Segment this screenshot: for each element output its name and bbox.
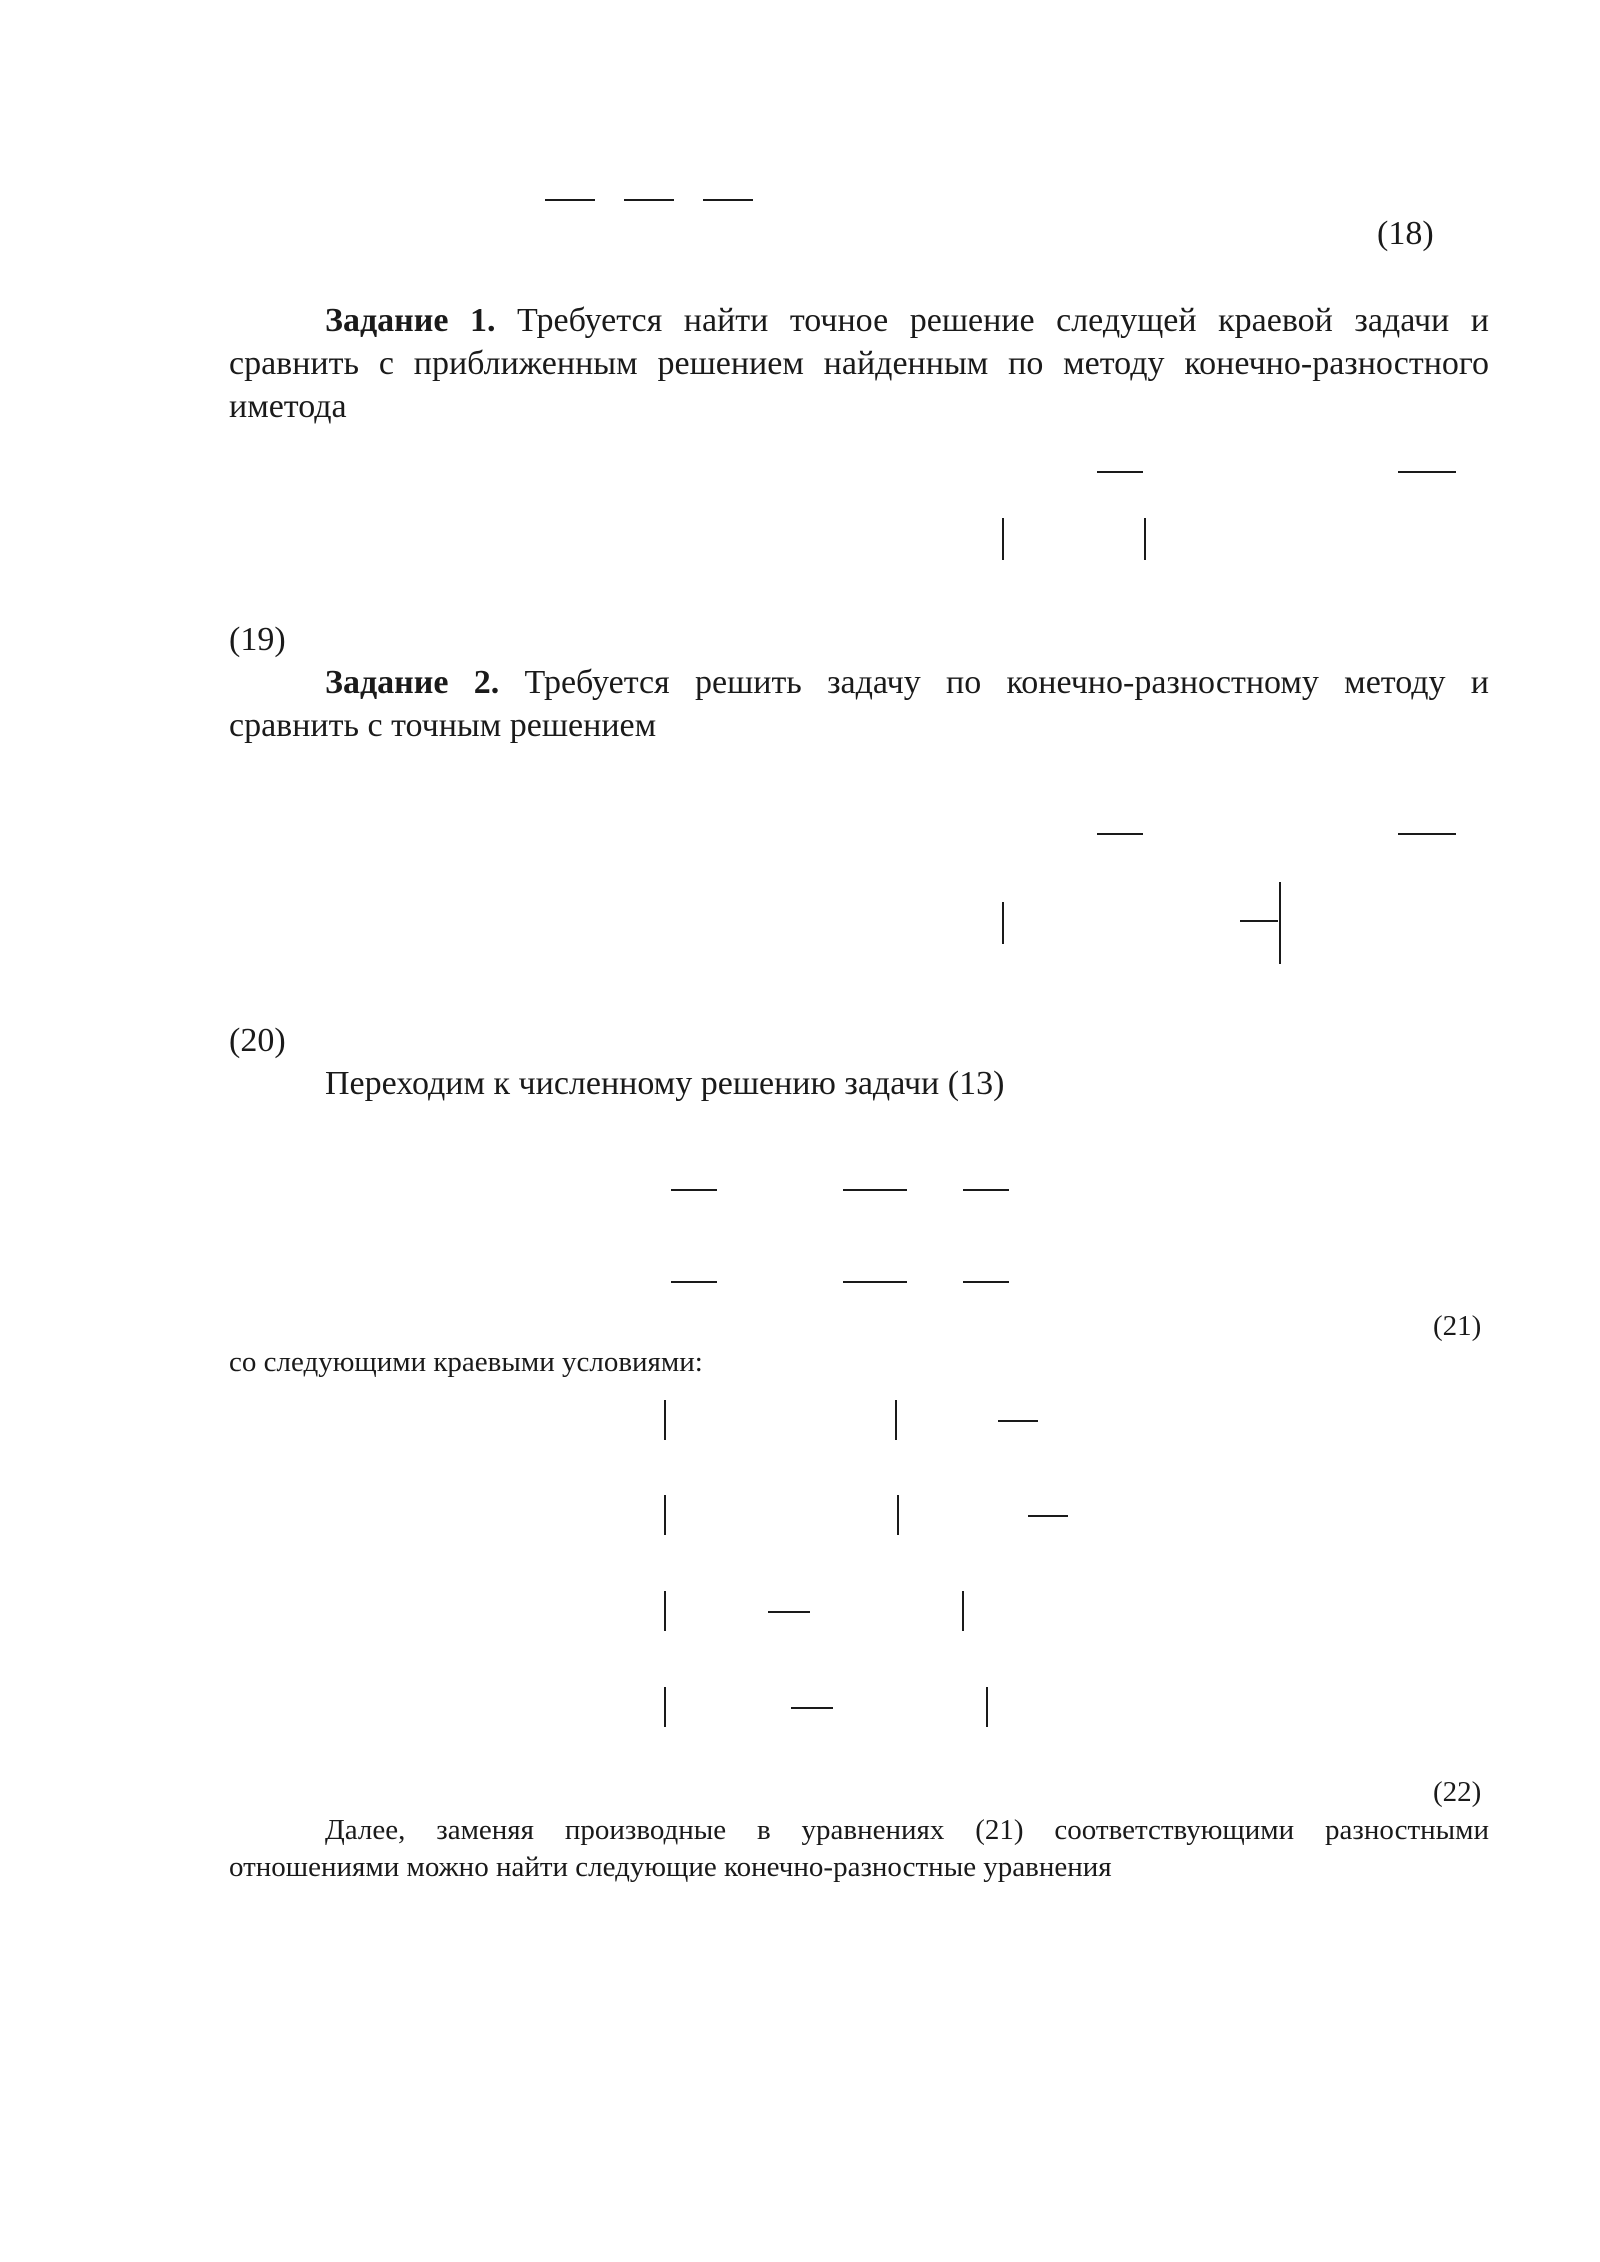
task-2-heading: Задание 2.	[325, 664, 500, 701]
fraction-bar	[703, 199, 753, 201]
fraction-bar	[768, 1611, 810, 1613]
equation-number-19: (19)	[229, 621, 286, 658]
evaluation-bar	[1144, 518, 1146, 560]
evaluation-bar	[986, 1687, 988, 1727]
evaluation-bar	[962, 1591, 964, 1631]
fraction-bar	[1398, 471, 1456, 473]
evaluation-bar	[1279, 882, 1281, 964]
fraction-bar	[1398, 833, 1456, 835]
task-1-paragraph	[229, 299, 1489, 428]
equation-number-21: (21)	[1433, 1310, 1482, 1342]
fraction-bar	[998, 1420, 1038, 1422]
evaluation-bar	[897, 1495, 899, 1535]
closing-paragraph: Далее, заменяя производные в уравнениях (21) соответствующими разностными отношениями можно найти следующие конечно-разностные уравнения	[229, 1814, 1489, 1883]
fraction-bar	[1097, 471, 1143, 473]
task-2-text: Требуется решить задачу по конечно-разностному методу и сравнить с точным решением	[229, 664, 1489, 744]
task-1-heading: Задание 1.	[325, 302, 496, 339]
evaluation-bar	[664, 1591, 666, 1631]
fraction-bar	[963, 1189, 1009, 1191]
fraction-bar	[843, 1189, 907, 1191]
task-1-text: Требуется найти точное решение следущей краевой задачи и сравнить с приближенным решением найденным по методу конечно-разностного иметода	[229, 302, 1489, 425]
fraction-bar	[671, 1189, 717, 1191]
transition-paragraph: Переходим к численному решению задачи (13)	[325, 1065, 1005, 1102]
fraction-bar	[545, 199, 595, 201]
evaluation-bar	[895, 1400, 897, 1440]
fraction-bar	[624, 199, 674, 201]
evaluation-bar	[1002, 902, 1004, 944]
evaluation-bar	[664, 1687, 666, 1727]
fraction-bar	[1097, 833, 1143, 835]
fraction-bar	[791, 1707, 833, 1709]
fraction-bar	[843, 1281, 907, 1283]
fraction-bar	[1028, 1515, 1068, 1517]
fraction-bar	[1240, 920, 1278, 922]
fraction-bar	[963, 1281, 1009, 1283]
evaluation-bar	[1002, 518, 1004, 560]
boundary-intro: со следующими краевыми условиями:	[229, 1346, 703, 1378]
equation-number-22: (22)	[1433, 1776, 1482, 1808]
equation-number-20: (20)	[229, 1022, 286, 1059]
equation-number-18: (18)	[1377, 215, 1434, 252]
evaluation-bar	[664, 1495, 666, 1535]
fraction-bar	[671, 1281, 717, 1283]
evaluation-bar	[664, 1400, 666, 1440]
task-2-paragraph	[229, 661, 1489, 747]
